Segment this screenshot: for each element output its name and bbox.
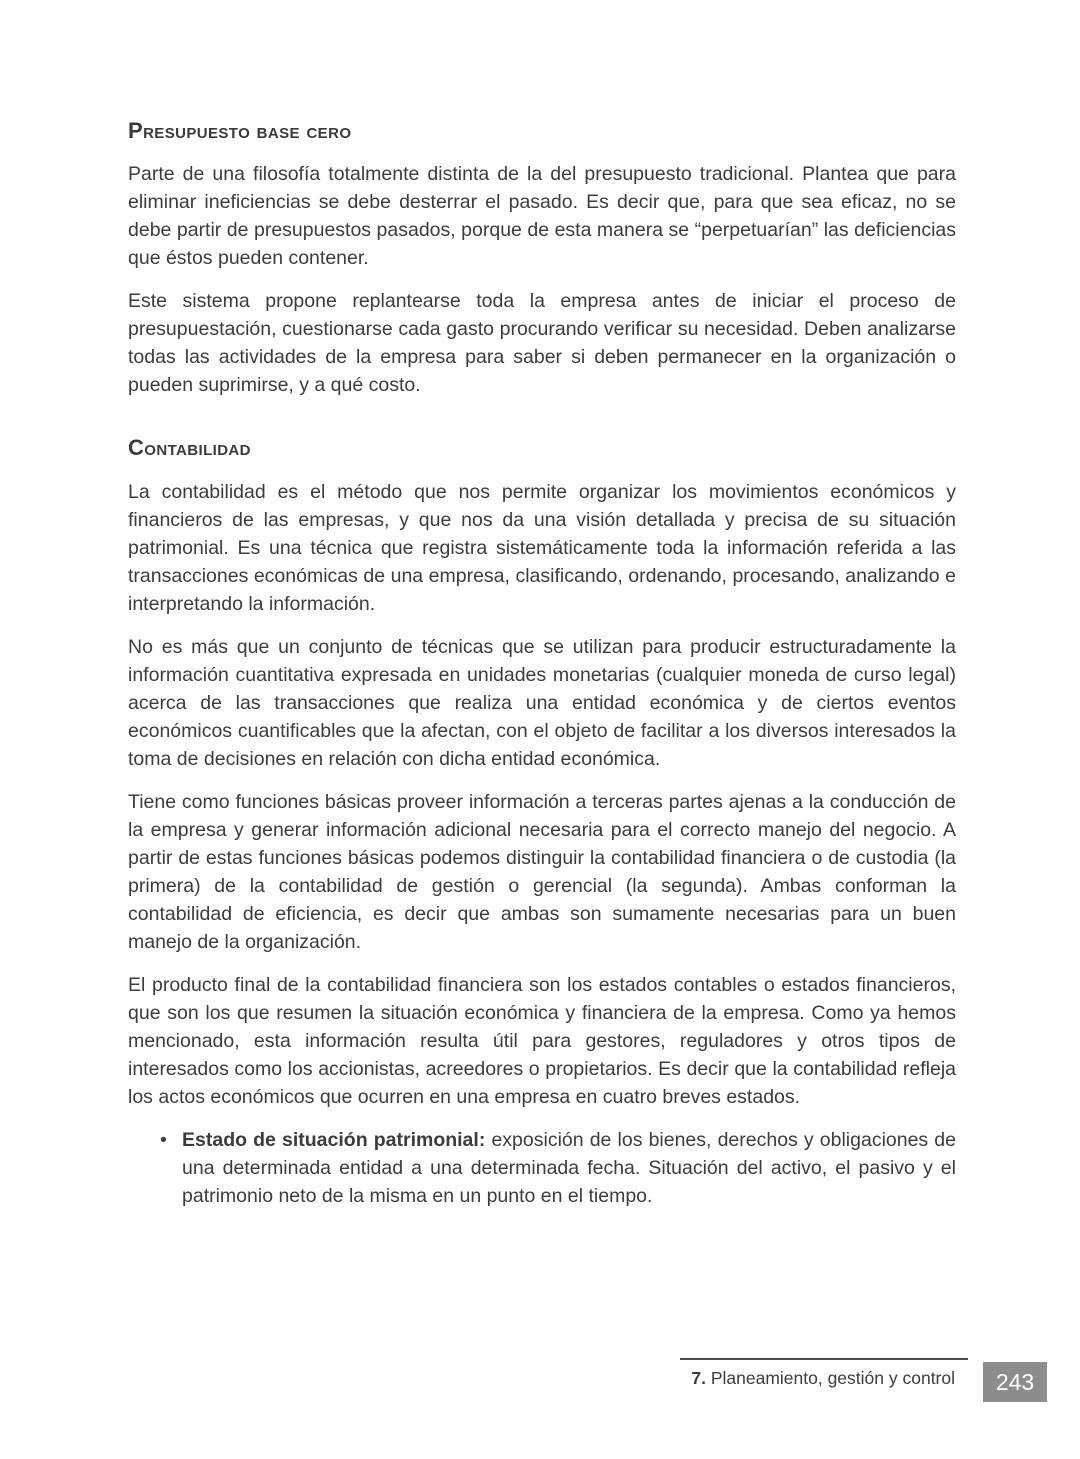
list-item — [160, 1126, 956, 1210]
bullet-text — [182, 1126, 956, 1210]
paragraph: La contabilidad es el método que nos permite organizar los movimientos económicos y financieros de las empresas, y que nos da una visión detallada y precisa de su situación patrimonial. Es una técnica que registra sistemáticamente toda la información referida a las transacciones económicas de una empresa, clasificando, ordenando, procesando, analizando e interpretando la información. — [128, 480, 956, 615]
page-footer — [0, 1352, 1080, 1412]
paragraph: Tiene como funciones básicas proveer información a terceras partes ajenas a la conducción de la empresa y generar información adicional necesaria para el correcto manejo del negocio. A partir de estas funciones básicas podemos distinguir la contabilidad financiera o de custodia (la primera) de la contabilidad de gestión o gerencial (la segunda). Ambas conforman la contabilidad de eficiencia, es decir que ambas son sumamente necesarias para un buen manejo de la organización. — [128, 790, 956, 953]
section-presupuesto-base-cero — [128, 118, 956, 399]
footer-rule — [680, 1358, 968, 1360]
bullet-term: Estado de situación patrimonial: — [182, 1128, 486, 1151]
paragraph: El producto final de la contabilidad financiera son los estados contables o estados financieros, que son los que resumen la situación económica y financiera de la empresa. Como ya hemos mencionado, esta información resulta útil para gestores, reguladores y otros tipos de interesados como los accionistas, acreedores o propietarios. Es decir que la contabilidad refleja los actos económicos que ocurren en una empresa en cuatro breves estados. — [128, 973, 956, 1108]
page-number-badge — [983, 1362, 1047, 1402]
page-number: 243 — [995, 1368, 1035, 1395]
paragraph: No es más que un conjunto de técnicas que se utilizan para producir estructuradamente la información cuantitativa expresada en unidades monetarias (cualquier moneda de curso legal) acerca de las transacciones que realiza una entidad económica y de ciertos eventos económicos cuantificables que la afectan, con el objeto de facilitar a los diversos interesados la toma de decisiones en relación con dicha entidad económica. — [128, 635, 956, 770]
section-contabilidad — [128, 435, 956, 1209]
page-content — [128, 118, 956, 1210]
chapter-caption — [691, 1368, 955, 1389]
paragraph: Este sistema propone replantearse toda la empresa antes de iniciar el proceso de presupuestación, cuestionarse cada gasto procurando verificar su necesidad. Deben analizarse todas las actividades de la empresa para saber si deben permanecer en la organización o pueden suprimirse, y a qué costo. — [128, 290, 956, 397]
bullet-marker: • — [160, 1128, 167, 1151]
paragraph: Parte de una filosofía totalmente distinta de la del presupuesto tradicional. Plantea que para eliminar ineficiencias se debe desterrar el pasado. Es decir que, para que sea eficaz, no se debe partir de presupuestos pasados, porque de esta manera se “perpetuarían” las deficiencias que éstos pueden contener. — [128, 163, 956, 270]
section-heading: Contabilidad — [128, 435, 251, 461]
bullet-definition: exposición de los bienes, derechos y obligaciones de una determinada entidad a una determinada fecha. Situación del activo, el pasivo y el patrimonio neto de la misma en un punto en el tiempo. — [182, 1128, 956, 1207]
section-heading: Presupuesto base cero — [128, 118, 352, 143]
chapter-title: Planeamiento, gestión y control — [710, 1368, 955, 1388]
chapter-number: 7. — [691, 1368, 706, 1388]
